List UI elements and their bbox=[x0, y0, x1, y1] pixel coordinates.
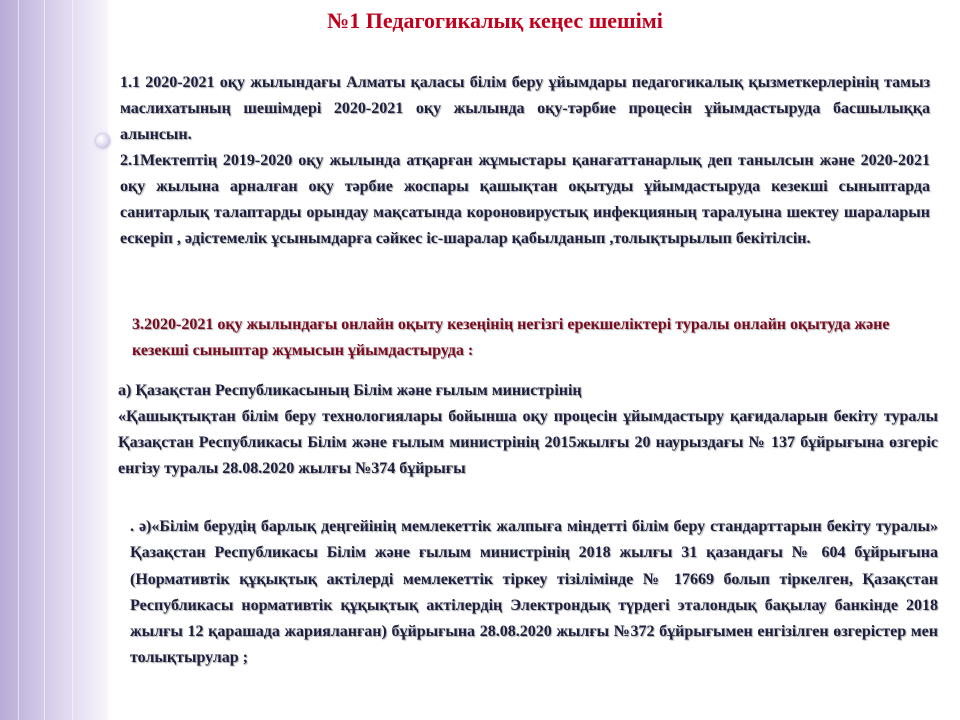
item-a-body: «Қашықтықтан білім беру технологиялары бойынша оқу процесін ұйымдастыру қағидаларын бекіту туралы Қазақстан Республикасы Білім және ғылым министрінің 2015жылғы 20 наурыздағы № 137 бұйрығына өзгеріс енгізу туралы 28.08.2020 жылғы №374 бұйрығы bbox=[118, 408, 938, 477]
decision-item-a bbox=[118, 378, 938, 482]
item-a-heading: а) Қазақстан Республикасының Білім және ғылым министрінің bbox=[118, 382, 582, 399]
decision-item-ae: . ә)«Білім берудің барлық деңгейінің мемлекеттік жалпыға міндетті білім беру стандарттарын бекіту туралы» Қазақстан Республикасы Білім және ғылым министрінің 2018 жылғы 31 қазандағы № 604 бұйрығына (Нормативтік құқықтық актілерді мемлекеттік тіркеу тізілімінде № 17669 болып тіркелген, Қазақстан Республикасы нормативтік құқықтық актілердің Электрондық түрдегі эталондық бақылау банкінде 2018 жылғы 12 қарашада жарияланған) бұйрығына 28.08.2020 жылғы №372 бұйрығымен енгізілген өзгерістер мен толықтырулар ; bbox=[130, 518, 938, 667]
band-stripe bbox=[44, 0, 45, 720]
slide-title: №1 Педагогикалық кеңес шешімі bbox=[327, 8, 663, 33]
decision-item-2-1: 2.1Мектептің 2019-2020 оқу жылында атқарған жұмыстары қанағаттанарлық деп танылсын және 2020-2021 оқу жылына арналған оқу тәрбие жоспары қашықтан оқытуды ұйымдастыруда кезекші сыныптарда санитарлық талаптарды орындау мақсатында короновирустық инфекцияның таралуына шектеу шараларын ескеріп , әдістемелік ұсынымдарға сәйкес іс-шаралар қабылданып ,толықтырылып бекітілсін. bbox=[120, 152, 930, 247]
decorative-orb-icon bbox=[96, 134, 110, 148]
decorative-left-band bbox=[0, 0, 108, 720]
band-stripe bbox=[18, 0, 19, 720]
decision-item-1-and-2 bbox=[120, 70, 930, 252]
band-stripe bbox=[72, 0, 73, 720]
decision-item-1-1: 1.1 2020-2021 оқу жылындағы Алматы қаласы білім беру ұйымдары педагогикалық қызметкерлерінің тамыз маслихатының шешімдері 2020-2021 оқу жылында оқу-тәрбие процесін ұйымдастыруда басшылыққа алынсын. bbox=[120, 74, 930, 143]
decision-item-3: 3.2020-2021 оқу жылындағы онлайн оқыту кезеңінің негізгі ерекшеліктері туралы онлайн оқытуда және кезекші сыныптар жұмысын ұйымдастыруда : bbox=[132, 316, 890, 359]
